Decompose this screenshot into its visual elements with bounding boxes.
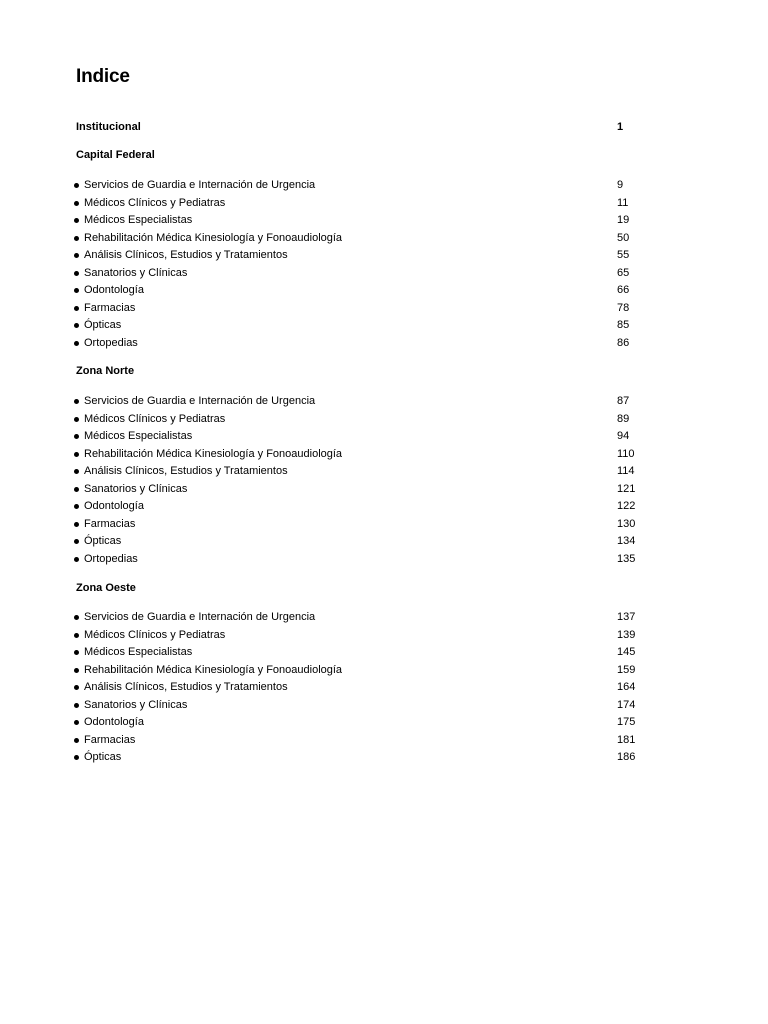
bullet-icon [74, 288, 79, 293]
toc-section-heading [76, 362, 656, 380]
toc-entry-label: Médicos Especialistas [84, 214, 193, 226]
toc-page-number: 78 [617, 301, 630, 314]
bullet-icon [74, 557, 79, 562]
toc-page-number: 65 [617, 266, 630, 279]
toc-entry-label: Ópticas [84, 535, 122, 547]
toc-entry-label: Odontología [84, 284, 144, 296]
toc-page-number: 130 [617, 517, 636, 530]
bullet-icon [74, 236, 79, 241]
toc-entry [76, 643, 656, 661]
toc-page-number: 134 [617, 535, 636, 547]
toc-section-heading-label: Zona Oeste [76, 582, 136, 594]
toc-entry-label: Farmacias [84, 733, 136, 746]
toc-entry [76, 211, 656, 229]
toc-entry-label: Ortopedias [84, 336, 138, 349]
toc-entry [76, 392, 656, 410]
toc-entry [76, 497, 656, 515]
bullet-icon [74, 703, 79, 708]
toc-page-number: 19 [617, 214, 630, 226]
bullet-icon [74, 504, 79, 509]
toc-entry-label: Servicios de Guardia e Internación de Urgencia [84, 395, 316, 407]
toc-page-number: 122 [617, 500, 636, 512]
toc-entry [76, 748, 656, 766]
toc-entry [76, 550, 656, 568]
toc-entry [76, 608, 656, 626]
bullet-icon [74, 685, 79, 690]
bullet-icon [74, 399, 79, 404]
toc-entry-label: Médicos Clínicos y Pediatras [84, 628, 226, 641]
toc-entry-label: Análisis Clínicos, Estudios y Tratamientos [84, 465, 288, 477]
bullet-icon [74, 633, 79, 638]
toc-heading-label: Institucional [76, 121, 141, 133]
toc-entry-label: Servicios de Guardia e Internación de Urgencia [84, 179, 316, 191]
toc-page-number: 87 [617, 395, 630, 407]
toc-page-number: 66 [617, 284, 630, 296]
toc-entry [76, 299, 656, 317]
bullet-icon [74, 650, 79, 655]
toc-page-number: 139 [617, 628, 636, 641]
toc-entry-label: Farmacias [84, 517, 136, 530]
toc-entry-label: Rehabilitación Médica Kinesiología y Fonoaudiología [84, 663, 343, 676]
toc-page-number: 186 [617, 751, 636, 763]
toc-section-heading-label: Zona Norte [76, 365, 135, 377]
bullet-icon [74, 434, 79, 439]
toc-entry [76, 194, 656, 212]
bullet-icon [74, 738, 79, 743]
toc-page-number: 55 [617, 249, 630, 261]
toc-entry-label: Sanatorios y Clínicas [84, 698, 188, 711]
toc-entry-label: Farmacias [84, 301, 136, 314]
bullet-icon [74, 469, 79, 474]
toc-entry [76, 264, 656, 282]
toc-entry [76, 246, 656, 264]
toc-entry-label: Sanatorios y Clínicas [84, 266, 188, 279]
toc-entry-label: Odontología [84, 716, 144, 728]
toc-page-number: 86 [617, 336, 630, 349]
toc-entry [76, 661, 656, 679]
toc-page-number: 11 [617, 196, 629, 209]
toc-entry-label: Análisis Clínicos, Estudios y Tratamientos [84, 249, 288, 261]
bullet-icon [74, 253, 79, 258]
toc-page-number: 50 [617, 231, 630, 244]
bullet-icon [74, 201, 79, 206]
bullet-icon [74, 323, 79, 328]
toc-entry-label: Rehabilitación Médica Kinesiología y Fonoaudiología [84, 447, 343, 460]
toc-page-number: 94 [617, 430, 630, 442]
toc-page-number: 174 [617, 698, 636, 711]
toc-entry-label: Ópticas [84, 319, 122, 331]
toc-entry-label: Sanatorios y Clínicas [84, 482, 188, 495]
toc-entry [76, 427, 656, 445]
toc-entry [76, 696, 656, 714]
toc-entry-label: Odontología [84, 500, 144, 512]
bullet-icon [74, 183, 79, 188]
toc-page-number: 1 [617, 121, 624, 133]
toc-entry [76, 316, 656, 334]
toc-page-number: 181 [617, 733, 636, 746]
toc-page-number: 85 [617, 319, 630, 331]
toc-entry [76, 176, 656, 194]
toc-page-number: 110 [617, 447, 635, 460]
toc-page-number: 89 [617, 412, 630, 425]
toc-page-number: 175 [617, 716, 636, 728]
toc-entry [76, 713, 656, 731]
toc-entry [76, 515, 656, 533]
bullet-icon [74, 522, 79, 527]
toc-page-number: 121 [617, 482, 636, 495]
toc-section-heading [76, 579, 656, 597]
toc-entry [76, 410, 656, 428]
bullet-icon [74, 615, 79, 620]
toc-page-number: 137 [617, 611, 636, 623]
toc-page-number: 114 [617, 465, 635, 477]
toc-entry-label: Médicos Clínicos y Pediatras [84, 196, 226, 209]
bullet-icon [74, 417, 79, 422]
bullet-icon [74, 341, 79, 346]
bullet-icon [74, 487, 79, 492]
toc-page-number: 145 [617, 646, 636, 658]
toc-entry-label: Servicios de Guardia e Internación de Urgencia [84, 611, 316, 623]
toc-entry-label: Ortopedias [84, 552, 138, 565]
toc-entry [76, 445, 656, 463]
bullet-icon [74, 306, 79, 311]
toc-page-number: 135 [617, 552, 636, 565]
toc-entry [76, 678, 656, 696]
toc-entry-label: Ópticas [84, 751, 122, 763]
bullet-icon [74, 668, 79, 673]
toc-page-number: 164 [617, 681, 636, 693]
bullet-icon [74, 755, 79, 760]
toc-entry [76, 229, 656, 247]
bullet-icon [74, 720, 79, 725]
toc-entry-label: Rehabilitación Médica Kinesiología y Fonoaudiología [84, 231, 343, 244]
toc-section-heading [76, 146, 656, 164]
toc-entry-label: Análisis Clínicos, Estudios y Tratamientos [84, 681, 288, 693]
toc-entry-label: Médicos Especialistas [84, 430, 193, 442]
toc-entry [76, 731, 656, 749]
toc-entry [76, 281, 656, 299]
toc-page-number: 159 [617, 663, 636, 676]
toc-heading-institucional [76, 118, 656, 136]
page-title: Indice [76, 66, 130, 87]
toc-entry [76, 532, 656, 550]
bullet-icon [74, 539, 79, 544]
bullet-icon [74, 452, 79, 457]
bullet-icon [74, 218, 79, 223]
toc-entry [76, 480, 656, 498]
toc-entry [76, 626, 656, 644]
toc-entry-label: Médicos Especialistas [84, 646, 193, 658]
toc-entry-label: Médicos Clínicos y Pediatras [84, 412, 226, 425]
toc-page-number: 9 [617, 179, 624, 191]
toc-entry [76, 462, 656, 480]
bullet-icon [74, 271, 79, 276]
toc-section-heading-label: Capital Federal [76, 149, 155, 161]
toc-entry [76, 334, 656, 352]
